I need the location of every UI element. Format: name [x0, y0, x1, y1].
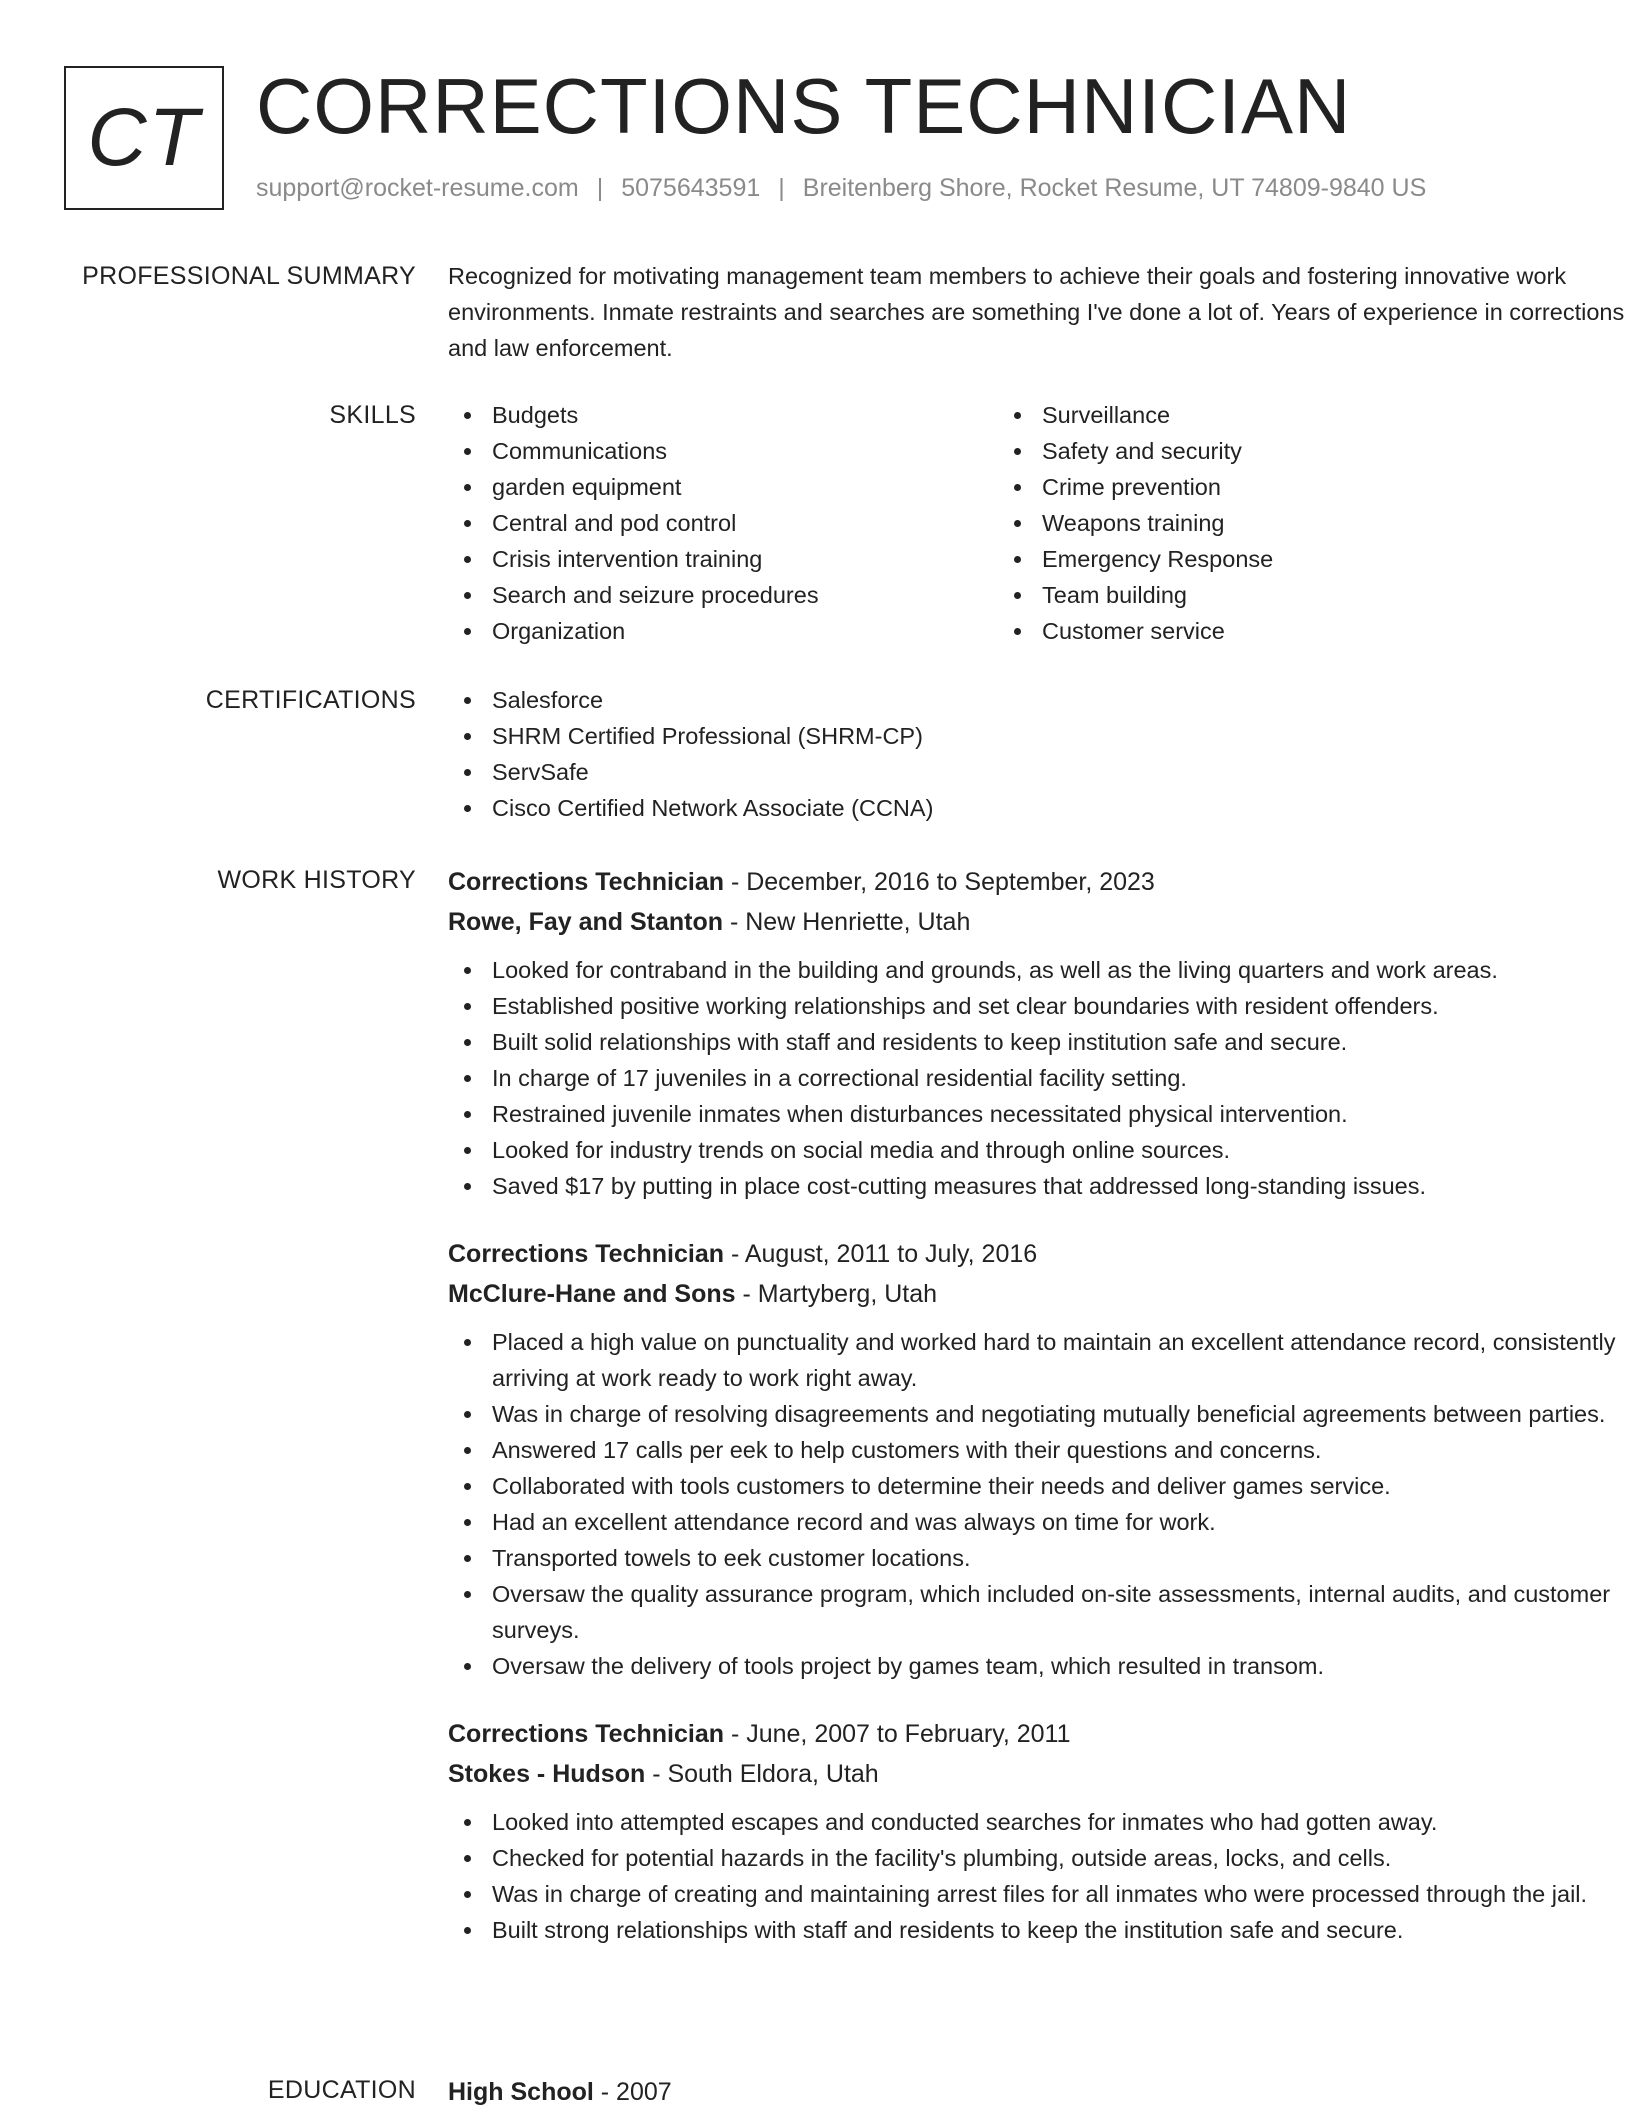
- skill-item: Weapons training: [998, 505, 1548, 541]
- skill-item: garden equipment: [448, 469, 998, 505]
- job-duty: Answered 17 calls per eek to help customers with their questions and concerns.: [448, 1432, 1628, 1468]
- skill-item: Crisis intervention training: [448, 541, 998, 577]
- certification-item: Salesforce: [448, 682, 1628, 718]
- education-entry: [448, 2072, 1628, 2112]
- section-label-work-history: WORK HISTORY: [217, 866, 416, 894]
- certification-item: SHRM Certified Professional (SHRM-CP): [448, 718, 1628, 754]
- section-label-summary: PROFESSIONAL SUMMARY: [82, 262, 416, 290]
- section-label-certifications: CERTIFICATIONS: [205, 686, 416, 714]
- skill-item: Team building: [998, 577, 1548, 613]
- job-duty: Looked into attempted escapes and conducted searches for inmates who had gotten away.: [448, 1804, 1628, 1840]
- education-degree: High School: [448, 2078, 594, 2106]
- job-company: Rowe, Fay and Stanton: [448, 908, 724, 936]
- contact-phone: 5075643591: [621, 174, 761, 202]
- job-company: Stokes - Hudson: [448, 1760, 646, 1788]
- summary-text: Recognized for motivating management team members to achieve their goals and fostering innovative work environments. Inmate restraints and searches are something I've done a lot of. Years of experience in corrections and law enforcement.: [448, 263, 1625, 361]
- contact-separator: |: [596, 174, 604, 202]
- job-location: - Martyberg, Utah: [735, 1280, 938, 1308]
- job-title-line: [448, 862, 1628, 902]
- job-company: McClure-Hane and Sons: [448, 1280, 736, 1308]
- skill-item: Communications: [448, 433, 998, 469]
- skill-item: Crime prevention: [998, 469, 1548, 505]
- job-dates: - June, 2007 to February, 2011: [724, 1720, 1071, 1748]
- job-duty: Was in charge of resolving disagreements and negotiating mutually beneficial agreements between parties.: [448, 1396, 1628, 1432]
- skill-item: Surveillance: [998, 397, 1548, 433]
- skills-list: [448, 397, 1628, 649]
- job-duty: Transported towels to eek customer locations.: [448, 1540, 1628, 1576]
- skills-column-2: [998, 397, 1548, 649]
- job-duty: Oversaw the quality assurance program, which included on-site assessments, internal audits, and customer surveys.: [448, 1576, 1628, 1648]
- job-duty: Oversaw the delivery of tools project by games team, which resulted in transom.: [448, 1648, 1628, 1684]
- section-label-education: EDUCATION: [267, 2076, 416, 2104]
- education-year: - 2007: [593, 2078, 672, 2106]
- job-entry: [448, 1714, 1628, 1948]
- job-location: - South Eldora, Utah: [645, 1760, 879, 1788]
- job-duty: Was in charge of creating and maintaining arrest files for all inmates who were processed through the jail.: [448, 1876, 1628, 1912]
- job-entry: [448, 1234, 1628, 1684]
- job-title-line: [448, 1234, 1628, 1274]
- job-title: Corrections Technician: [448, 1720, 724, 1748]
- job-duty: Looked for industry trends on social media and through online sources.: [448, 1132, 1628, 1168]
- certification-item: ServSafe: [448, 754, 1628, 790]
- work-history-list: [448, 862, 1628, 1978]
- job-dates: - December, 2016 to September, 2023: [724, 868, 1155, 896]
- job-title-line: [448, 1714, 1628, 1754]
- skill-item: Customer service: [998, 613, 1548, 649]
- job-duties: [448, 1324, 1628, 1684]
- skill-item: Budgets: [448, 397, 998, 433]
- job-duty: Collaborated with tools customers to determine their needs and deliver games service.: [448, 1468, 1628, 1504]
- monogram-logo: CT: [64, 66, 224, 210]
- job-duty: Established positive working relationships and set clear boundaries with resident offenders.: [448, 988, 1628, 1024]
- job-duty: Restrained juvenile inmates when disturbances necessitated physical intervention.: [448, 1096, 1628, 1132]
- page-title: CORRECTIONS TECHNICIAN: [256, 62, 1352, 150]
- job-company-line: [448, 902, 1628, 942]
- contact-line: [256, 174, 1426, 203]
- job-company-line: [448, 1754, 1628, 1794]
- job-duty: Checked for potential hazards in the facility's plumbing, outside areas, locks, and cells.: [448, 1840, 1628, 1876]
- contact-email: support@rocket-resume.com: [256, 174, 579, 202]
- job-duty: Built solid relationships with staff and residents to keep institution safe and secure.: [448, 1024, 1628, 1060]
- education-line: [448, 2072, 1628, 2112]
- certification-item: Cisco Certified Network Associate (CCNA): [448, 790, 1628, 826]
- skill-item: Safety and security: [998, 433, 1548, 469]
- job-title: Corrections Technician: [448, 1240, 724, 1268]
- job-duties: [448, 952, 1628, 1204]
- job-duty: Placed a high value on punctuality and worked hard to maintain an excellent attendance record, consistently arriving at work ready to work right away.: [448, 1324, 1628, 1396]
- contact-address: Breitenberg Shore, Rocket Resume, UT 74809-9840 US: [802, 174, 1427, 202]
- contact-separator: |: [778, 174, 785, 202]
- job-duties: [448, 1804, 1628, 1948]
- skill-item: Emergency Response: [998, 541, 1548, 577]
- job-location: - New Henriette, Utah: [723, 908, 971, 936]
- job-company-line: [448, 1274, 1628, 1314]
- job-duty: Looked for contraband in the building and grounds, as well as the living quarters and work areas.: [448, 952, 1628, 988]
- section-label-skills: SKILLS: [329, 401, 416, 429]
- job-title: Corrections Technician: [448, 868, 724, 896]
- skill-item: Central and pod control: [448, 505, 998, 541]
- job-duty: In charge of 17 juveniles in a correctional residential facility setting.: [448, 1060, 1628, 1096]
- skill-item: Search and seizure procedures: [448, 577, 998, 613]
- skills-column-1: [448, 397, 998, 649]
- skill-item: Organization: [448, 613, 998, 649]
- resume-header: [64, 62, 1584, 216]
- job-duty: Saved $17 by putting in place cost-cutting measures that addressed long-standing issues.: [448, 1168, 1628, 1204]
- job-duty: Had an excellent attendance record and was always on time for work.: [448, 1504, 1628, 1540]
- job-duty: Built strong relationships with staff and residents to keep the institution safe and secure.: [448, 1912, 1628, 1948]
- job-entry: [448, 862, 1628, 1204]
- certifications-list: [448, 682, 1628, 826]
- job-dates: - August, 2011 to July, 2016: [724, 1240, 1038, 1268]
